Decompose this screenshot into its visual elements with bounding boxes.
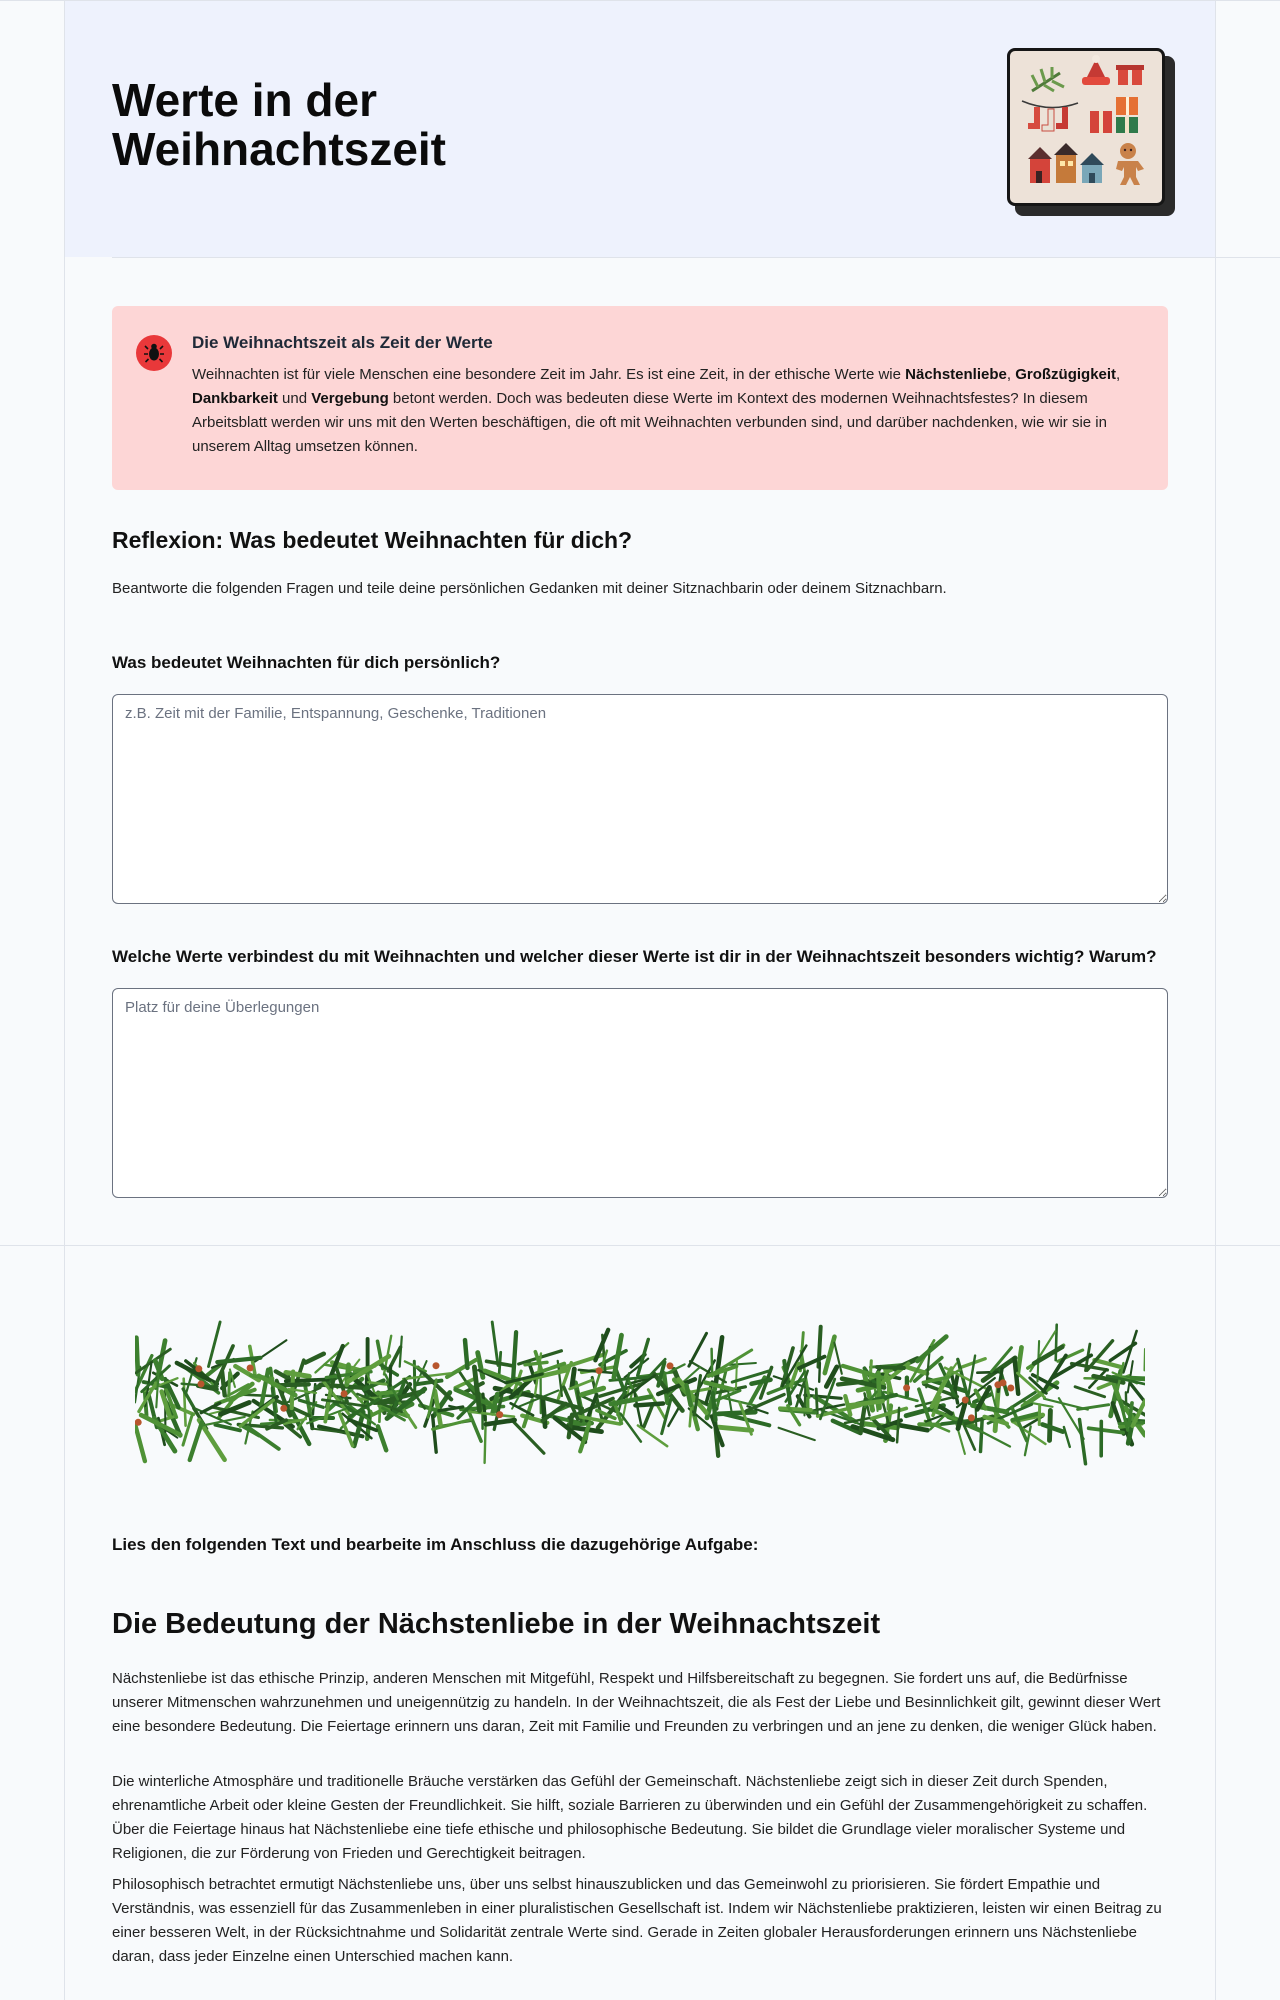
guide-line-top <box>0 0 1280 1</box>
question-1-label: Was bedeutet Weihnachten für dich persönlich? <box>112 653 501 672</box>
reflection-instruction: Beantworte die folgenden Fragen und teile deine persönlichen Gedanken mit deiner Sitznachbarin oder deinem Sitznachbarn. <box>112 580 947 597</box>
page-title: Werte in der Weihnachtszeit <box>112 74 446 175</box>
guide-line-right <box>1215 0 1216 2000</box>
reading-title: Die Bedeutung der Nächstenliebe in der Weihnachtszeit <box>112 1608 881 1640</box>
christmas-items-icon <box>1007 48 1165 206</box>
reflection-heading: Reflexion: Was bedeutet Weihnachten für dich? <box>112 527 633 553</box>
bug-icon <box>136 335 172 371</box>
info-callout-text: Weihnachten ist für viele Menschen eine besondere Zeit im Jahr. Es ist eine Zeit, in der ethische Werte wie Nächstenliebe, Großzügigkeit, Dankbarkeit und Vergebung betont werden. Doch was bedeuten diese Werte im Kontext des modernen Weihnachtsfestes? In diesem Arbeitsblatt werden wir uns mit den Werten beschäftigen, die oft mit Weihnachten verbunden sind, und darüber nachdenken, wie wir sie in unserem Alltag umsetzen können. <box>192 366 1121 455</box>
value-grosszuegigkeit: Großzügigkeit <box>1015 366 1117 383</box>
reading-paragraph-1: Nächstenliebe ist das ethische Prinzip, anderen Menschen mit Mitgefühl, Respekt und Hilfsbereitschaft zu begegnen. Sie fordert uns auf, die Bedürfnisse unserer Mitmenschen wahrzunehmen und uneigennützig zu handeln. In der Weihnachtszeit, die als Fest der Liebe und Besinnlichkeit gilt, gewinnt dieser Wert eine besondere Bedeutung. Die Feiertage erinnern uns daran, Zeit mit Familie und Freunden zu verbringen und an jene zu denken, die weniger Glück haben. <box>112 1670 1161 1735</box>
question-2-label: Welche Werte verbindest du mit Weihnachten und welcher dieser Werte ist dir in der Weihnachtszeit besonders wichtig? Warum? <box>112 947 1157 966</box>
value-dankbarkeit: Dankbarkeit <box>192 390 278 407</box>
guide-line-left <box>64 0 65 2000</box>
value-naechstenliebe: Nächstenliebe <box>905 366 1007 383</box>
info-callout-title: Die Weihnachtszeit als Zeit der Werte <box>192 333 493 352</box>
value-vergebung: Vergebung <box>311 390 389 407</box>
reading-paragraph-2: Die winterliche Atmosphäre und traditionelle Bräuche verstärken das Gefühl der Gemeinschaft. Nächstenliebe zeigt sich in dieser Zeit durch Spenden, ehrenamtliche Arbeit oder kleine Gesten der Freundlichkeit. Sie hilft, soziale Barrieren zu überwinden und ein Gefühl der Zusammengehörigkeit zu schaffen. Über die Feiertage hinaus hat Nächstenliebe eine tiefe ethische und philosophische Bedeutung. Sie bildet die Grundlage vieler moralischer Systeme und Religionen, die zur Förderung von Frieden und Gerechtigkeit beitragen. <box>112 1773 1148 1862</box>
guide-line-section-divider <box>0 1245 1280 1246</box>
reading-instruction: Lies den folgenden Text und bearbeite im Anschluss die dazugehörige Aufgabe: <box>112 1535 759 1554</box>
reading-paragraph-3: Philosophisch betrachtet ermutigt Nächstenliebe uns, über uns selbst hinauszublicken und das Gemeinwohl zu priorisieren. Sie fördert Empathie und Verständnis, was essenziell für das Zusammenleben in einer pluralistischen Gesellschaft ist. Indem wir Nächstenliebe praktizieren, leisten wir einen Beitrag zu einer besseren Welt, in der Rücksichtnahme und Solidarität zentrale Werte sind. Gerade in Zeiten globaler Herausforderungen erinnern uns Nächstenliebe daran, dass jeder Einzelne einen Unterschied machen kann. <box>112 1876 1162 1965</box>
guide-line-header-bottom <box>112 257 1280 258</box>
question-2-answer-field[interactable] <box>112 988 1168 1198</box>
info-callout <box>112 306 1168 490</box>
pine-garland-image <box>135 1320 1145 1470</box>
question-1-answer-field[interactable] <box>112 694 1168 904</box>
